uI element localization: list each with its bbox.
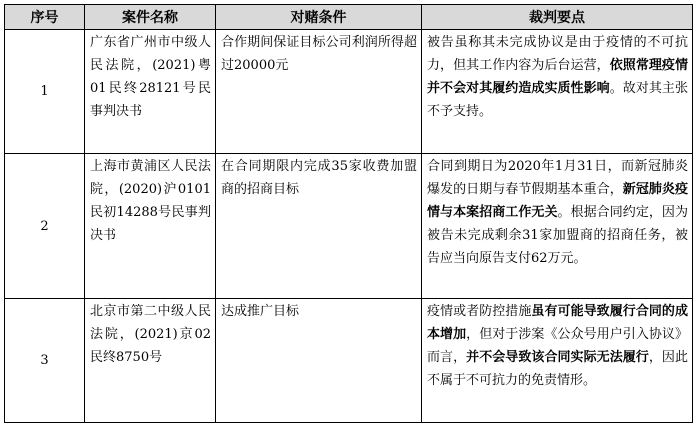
bet-condition: 在合同期限内完成35家收费加盟商的招商目标 xyxy=(216,154,422,299)
key-point-text: 。故对其主张不予支持。 xyxy=(427,81,688,119)
header-condition: 对赌条件 xyxy=(216,5,422,30)
key-points xyxy=(422,299,693,423)
row-number: 1 xyxy=(5,30,85,154)
row-number: 3 xyxy=(5,299,85,423)
key-point-text: 。根据合同约定，因为被告未完成剩余31家加盟商的招商任务，被告应当向原告支付62万元。 xyxy=(427,205,688,266)
key-point-text: ，因此不属于不可抗力的免责情形。 xyxy=(427,350,688,388)
bet-condition: 合作期间保证目标公司利润所得超过20000元 xyxy=(216,30,422,154)
row-number: 2 xyxy=(5,154,85,299)
header-case-name: 案件名称 xyxy=(85,5,216,30)
header-key-points: 裁判要点 xyxy=(422,5,693,30)
key-point-emphasis: 并不会导致该合同实际无法履行 xyxy=(466,350,649,365)
key-point-emphasis: 新冠肺炎疫情与本案招商工作无关 xyxy=(427,182,688,220)
key-point-text: ，但对于涉案《公众号用户引入协议》而言， xyxy=(427,327,688,365)
key-point-emphasis: 依照常理疫情并不会对其履约造成实质性影响 xyxy=(427,58,688,96)
key-point-text: 疫情或者防控措施 xyxy=(427,304,532,319)
table-row xyxy=(5,299,693,423)
bet-condition: 达成推广目标 xyxy=(216,299,422,423)
case-name: 上海市黄浦区人民法院，(2020)沪0101民初14288号民事判决书 xyxy=(85,154,216,299)
case-name: 北京市第二中级人民法院，(2021)京02民终8750号 xyxy=(85,299,216,423)
header-no: 序号 xyxy=(5,5,85,30)
key-point-emphasis: 虽有可能导致履行合同的成本增加 xyxy=(427,304,688,342)
table-row xyxy=(5,30,693,154)
key-points xyxy=(422,30,693,154)
header-row xyxy=(5,5,693,30)
table-row xyxy=(5,154,693,299)
judgments-table xyxy=(4,4,693,423)
key-points xyxy=(422,154,693,299)
key-point-text: 合同到期日为2020年1月31日，而新冠肺炎爆发的日期与春节假期基本重合， xyxy=(427,159,688,197)
case-name: 广东省广州市中级人民法院，(2021)粤01民终28121号民事判决书 xyxy=(85,30,216,154)
key-point-text: 被告虽称其未完成协议是由于疫情的不可抗力，但其工作内容为后台运营， xyxy=(427,35,688,73)
